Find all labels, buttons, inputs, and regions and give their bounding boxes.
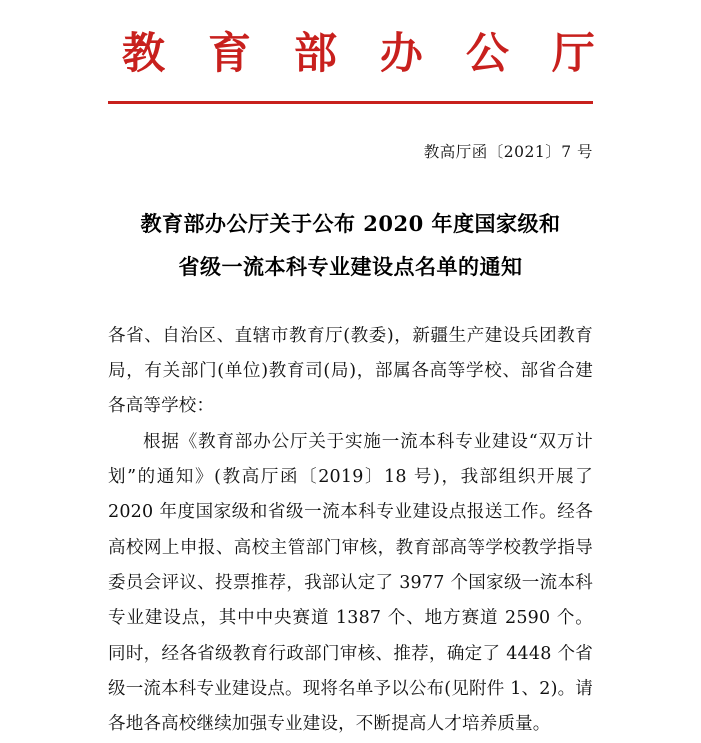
issuing-authority-title: 教 育 部 办 公 厅 (122, 29, 609, 79)
document-body (108, 319, 593, 743)
document-number: 教高厅函〔2021〕7 号 (423, 143, 593, 162)
body-paragraph-salutation: 各省、自治区、直辖市教育厅(教委)，新疆生产建设兵团教育局，有关部门(单位)教育司(局)，部属各高等学校、部省合建各高等学校： (108, 325, 593, 417)
masthead (108, 0, 609, 104)
document-title-line-2: 省级一流本科专业建设点名单的通知 (178, 254, 523, 280)
document-title (108, 202, 593, 288)
body-paragraph-main: 根据《教育部办公厅关于实施一流本科专业建设“双万计划”的通知》(教高厅函〔2019〕18 号)，我部组织开展了 2020 年度国家级和省级一流本科专业建设点报送工作。经各高校网上申报、高校主管部门审核，教育部高等学校教学指导委员会评议、投票推荐，我部认定了 3977 个国家级一流本科专业建设点，其中中央赛道 1387 个、地方赛道 2590 个。同时，经各省级教育行政部门审核、推荐，确定了 4448 个省级一流本科专业建设点。现将名单予以公布(见附件 1、2)。请各地各高校继续加强专业建设，不断提高人才培养质量。 (108, 431, 593, 735)
document-title-line-1: 教育部办公厅关于公布 2020 年度国家级和 (140, 211, 561, 237)
masthead-rule (108, 101, 593, 104)
